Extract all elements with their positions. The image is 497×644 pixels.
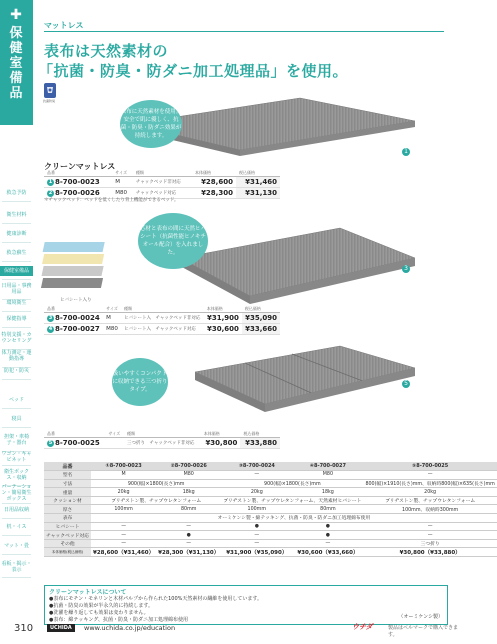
headline-line1: 表布は天然素材の	[44, 42, 169, 60]
sidebar-item[interactable]	[0, 314, 33, 324]
table-row	[44, 438, 280, 449]
price-cell: ¥28,300	[192, 188, 236, 199]
sidebar-item[interactable]	[0, 366, 33, 376]
type-cell: チャックベッド対応	[133, 188, 192, 199]
size-cell: M	[112, 177, 133, 188]
sidebar-item-label: 日用品・事務用品	[1, 283, 32, 295]
spec-row-label: 表布	[44, 514, 91, 523]
sidebar-divider	[2, 327, 31, 328]
product-table-2	[44, 306, 280, 335]
item-number-badge: 5	[48, 439, 53, 446]
sidebar-item[interactable]	[0, 452, 33, 462]
table-row	[44, 324, 280, 335]
spec-header-cell: ④8-700-0027	[292, 462, 363, 471]
type-cell: 三つ折り チャックベッド非対応	[124, 438, 201, 449]
spec-cell: —	[221, 531, 292, 540]
spec-cell: M80	[292, 471, 363, 480]
th-size: サイズ	[103, 306, 121, 313]
spec-price-cell: ¥28,600（¥31,460）	[91, 548, 156, 557]
feature-bubble-1	[120, 100, 182, 148]
product-code: 8-700-0023	[55, 178, 100, 186]
th-code: 品番	[44, 170, 112, 177]
uchida-logo: UCHIDA	[47, 624, 75, 632]
spec-cell: M80	[156, 471, 221, 480]
spec-cell: —	[91, 531, 156, 540]
item-number-badge: 4	[48, 325, 53, 332]
sidebar-item[interactable]	[0, 282, 33, 296]
sidebar-item-label: 衛生材料	[6, 212, 27, 218]
sidebar-divider	[2, 427, 31, 428]
th-type: 種類	[124, 431, 201, 438]
size-cell: M	[103, 313, 121, 324]
page-number: 310	[14, 623, 34, 634]
bubble-text-3: 扱いやすくコンパクトに収納できる三つ折りタイプ。	[112, 371, 168, 393]
image-number-1: 1	[402, 148, 410, 156]
spec-cell: ブリヂストン製、チップウレタンフォーム	[91, 496, 221, 505]
type-cell: チャックベッド非対応	[133, 177, 192, 188]
image-number-3: 5	[402, 380, 410, 388]
note-line-4-maker: （オーミケンシ製）	[398, 614, 443, 620]
sidebar-item[interactable]	[0, 432, 33, 448]
brand-logo: ウチダ	[352, 623, 373, 631]
th-size: サイズ	[112, 170, 133, 177]
sidebar-item-label: 体力測定・運動指導	[1, 350, 32, 362]
product-code: 8-700-0026	[55, 189, 100, 197]
sidebar-divider	[2, 242, 31, 243]
spec-cell: ブリヂストン製、チップウレタンフォーム、天然素材ヒバシート	[221, 496, 363, 505]
spec-row-label: クッション材	[44, 496, 91, 505]
spec-row-label: ヒバシート	[44, 522, 91, 531]
th-type: 種類	[133, 170, 192, 177]
sidebar	[0, 0, 33, 644]
note-line-2: ●抗菌・防臭の効果が半永久的に持続します。	[49, 603, 153, 609]
feature-bubble-3	[112, 358, 168, 406]
type-cell: ヒバシート入 チャックベッド対応	[121, 324, 204, 335]
spec-cell: ●	[292, 531, 363, 540]
spec-row	[44, 531, 497, 540]
spec-cell: 80mm	[292, 505, 363, 514]
sidebar-item[interactable]	[0, 266, 33, 276]
sidebar-item[interactable]	[0, 522, 33, 532]
spec-row-label: 寸法	[44, 479, 91, 488]
note-line-1: ●表布にモチン・モネリンと木材パルプから作られた100%天然素材の繊維を使用しています。	[49, 596, 263, 602]
spec-row	[44, 514, 497, 523]
product-code-cell	[44, 324, 103, 335]
th-price: 本体価格	[192, 170, 236, 177]
table-row	[44, 177, 280, 188]
th-code: 品番	[44, 306, 103, 313]
spec-cell: 100mm	[91, 505, 156, 514]
chuck-bed-note: ＊チャックベッド：ベッドを低くしたり背上機能ができるベッド。	[44, 198, 179, 203]
sidebar-item[interactable]	[0, 229, 33, 239]
spec-cell: 18kg	[156, 488, 221, 497]
price-cell: ¥31,900	[204, 313, 242, 324]
feature-bubble-2	[138, 213, 208, 269]
sidebar-item[interactable]	[0, 505, 33, 515]
spec-cell: —	[91, 522, 156, 531]
th-type: 種類	[121, 306, 204, 313]
sidebar-divider	[2, 503, 31, 504]
th-code: 品番	[44, 431, 105, 438]
sidebar-item-label: 保健指導	[6, 316, 27, 322]
product-code-cell	[44, 177, 112, 188]
size-cell: M80	[112, 188, 133, 199]
price-cell: ¥30,800	[201, 438, 241, 449]
product-code-cell	[44, 438, 105, 449]
sidebar-item-label: ベッド	[8, 397, 24, 403]
spec-row	[44, 496, 497, 505]
spec-cell: ●	[221, 522, 292, 531]
spec-cell: ブリヂストン製、チップウレタンフォーム	[363, 496, 496, 505]
sidebar-divider	[2, 408, 31, 409]
sidebar-divider	[2, 279, 31, 280]
sidebar-item[interactable]	[0, 414, 33, 424]
bubble-text-2: 芯材と表布の間に天然ヒバシート（抗菌性能ヒノキチオール配合）を入れました。	[139, 226, 206, 256]
spec-cell: —	[156, 539, 221, 548]
sidebar-divider	[2, 223, 31, 224]
sidebar-item-label: パーテーション・簡易衛生ボックス	[1, 484, 32, 502]
spec-price-row	[44, 548, 497, 557]
category-divider	[44, 31, 444, 32]
sidebar-title: 保健室備品	[9, 26, 23, 101]
sidebar-item-label: 特別支援・カウンセリング	[1, 332, 32, 344]
badge-label: 抗菌防臭	[43, 99, 56, 103]
sidebar-item-label: 看板・掲示・表示	[1, 561, 32, 573]
sidebar-item[interactable]	[0, 560, 33, 574]
price-tax-cell: ¥33,880	[240, 438, 280, 449]
spec-price-cell: ¥31,900（¥35,090）	[221, 548, 292, 557]
hiba-sheet-caption: ヒバシート入り	[60, 298, 92, 303]
sidebar-divider	[2, 379, 31, 380]
th-price-tax: 税込価格	[240, 431, 280, 438]
spec-row	[44, 479, 497, 488]
sidebar-item[interactable]	[0, 395, 33, 405]
spec-cell: 800(幅)×1910(長さ)mm、収納時800(幅)×635(長さ)mm	[363, 479, 496, 488]
product-code: 8-700-0024	[55, 314, 100, 322]
spec-row-label: 型名	[44, 471, 91, 480]
spec-row-label: 厚さ	[44, 505, 91, 514]
note-line-4: ●表布：綿テッキング、抗菌・防臭・防ダニ加工処理綿布使用	[49, 617, 189, 623]
spec-price-cell: ¥28,300（¥31,130）	[156, 548, 221, 557]
sidebar-item[interactable]	[0, 541, 33, 551]
price-cell: ¥28,600	[192, 177, 236, 188]
sidebar-item-label: 机・イス	[6, 524, 27, 530]
spec-cell: —	[363, 471, 496, 480]
spec-row	[44, 505, 497, 514]
spec-cell: 20kg	[91, 488, 156, 497]
antibacterial-badge-icon	[44, 83, 56, 98]
type-cell: ヒバシート入 チャックベッド非対応	[121, 313, 204, 324]
sidebar-divider	[2, 577, 31, 578]
sidebar-item[interactable]	[0, 188, 33, 198]
spec-cell: —	[363, 522, 496, 531]
spec-table	[44, 462, 497, 557]
sidebar-item[interactable]	[0, 248, 33, 258]
spec-cell: 18kg	[292, 488, 363, 497]
sidebar-divider	[2, 518, 31, 519]
spec-price-label: 本体価格(税込価格)	[44, 548, 91, 557]
product-code: 8-700-0027	[55, 325, 100, 333]
size-cell	[105, 438, 124, 449]
item-number-badge: 1	[48, 178, 53, 185]
sidebar-item-label: 日用品収納	[3, 507, 29, 513]
size-cell: M80	[103, 324, 121, 335]
spec-cell: —	[221, 471, 292, 480]
spec-cell: M	[91, 471, 156, 480]
spec-row-label: その他	[44, 539, 91, 548]
sidebar-item-label: 衛生ボックス・収納	[3, 469, 29, 481]
spec-row	[44, 522, 497, 531]
sidebar-divider	[2, 311, 31, 312]
mattress-image-3	[150, 338, 420, 418]
th-price-tax: 税込価格	[242, 306, 280, 313]
price-tax-cell: ¥31,460	[236, 177, 280, 188]
th-size: サイズ	[105, 431, 124, 438]
sidebar-item-label: ワゴン・キャビネット	[1, 451, 32, 463]
sidebar-item[interactable]	[0, 348, 33, 364]
image-number-2: 3	[402, 265, 410, 273]
price-tax-cell: ¥33,660	[242, 324, 280, 335]
spec-row-label: 重量	[44, 488, 91, 497]
spec-cell: —	[91, 539, 156, 548]
spec-cell: ●	[156, 531, 221, 540]
price-tax-cell: ¥35,090	[242, 313, 280, 324]
spec-cell: 20kg	[221, 488, 292, 497]
product-code: 8-700-0025	[55, 439, 100, 447]
price-tax-cell: ¥31,130	[236, 188, 280, 199]
spec-header-cell: ⑤8-700-0025	[363, 462, 496, 471]
spec-cell: 100mm、収納時300mm	[363, 505, 496, 514]
spec-header-cell: 品番	[44, 462, 91, 471]
bellmark-note: 製品はベルマークで購入できます。	[388, 625, 459, 638]
spec-cell: —	[363, 531, 496, 540]
category-label: マットレス	[44, 21, 84, 30]
cross-icon: ✚	[10, 7, 22, 23]
sidebar-item-label: 保健室備品	[3, 268, 29, 274]
spec-row	[44, 488, 497, 497]
product-code-cell	[44, 313, 103, 324]
product-table-3	[44, 431, 280, 449]
spec-cell: 100mm	[221, 505, 292, 514]
footer-url-link[interactable]: www.uchida.co.jp/education	[84, 624, 176, 632]
sidebar-item[interactable]	[0, 210, 33, 220]
sidebar-item-label: 環境衛生	[6, 300, 27, 306]
about-note-box	[44, 585, 448, 625]
spec-cell: 三つ折り	[363, 539, 496, 548]
hiba-sheet-layers-image	[44, 236, 114, 296]
sidebar-item-label: 寝具	[11, 416, 22, 422]
sidebar-divider	[2, 261, 31, 262]
product-title: クリーンマットレス	[44, 162, 116, 171]
spec-row	[44, 539, 497, 548]
sidebar-divider	[2, 201, 31, 202]
note-title: クリーンマットレスについて	[49, 589, 127, 596]
headline-line2: 「抗菌・防臭・防ダニ加工処理品」を使用。	[38, 62, 349, 80]
sidebar-divider	[2, 554, 31, 555]
price-cell: ¥30,600	[204, 324, 242, 335]
sidebar-item-label: 担架・車椅子・器台	[3, 434, 29, 446]
table-row	[44, 313, 280, 324]
spec-cell: —	[292, 539, 363, 548]
spec-cell: ●	[292, 522, 363, 531]
spec-row-label: チャックベッド対応	[44, 531, 91, 540]
spec-header-cell: ①8-700-0023	[91, 462, 156, 471]
sidebar-item-label: 健康診断	[6, 231, 27, 237]
sidebar-item[interactable]	[0, 468, 33, 482]
sidebar-item[interactable]	[0, 330, 33, 346]
sidebar-divider	[2, 465, 31, 466]
spec-cell: —	[156, 522, 221, 531]
spec-cell: オーミケンシ製・綿テッキング、抗菌・防臭・防ダニ加工処理綿布使用	[91, 514, 497, 523]
th-price: 本体価格	[201, 431, 241, 438]
spec-cell: 20kg	[363, 488, 496, 497]
spec-cell: 80mm	[156, 505, 221, 514]
bubble-text-1: 表布に天然素材を使用。安全で肌に優しく、抗菌・防臭・防ダニ効果が持続します。	[120, 109, 182, 139]
spec-cell: 900(幅)×1800(長さ)mm	[221, 479, 363, 488]
item-number-badge: 3	[48, 314, 53, 321]
spec-cell: 900(幅)×1800(長さ)mm	[91, 479, 221, 488]
sidebar-item-label: 防犯・防災	[3, 368, 29, 374]
sidebar-item[interactable]	[0, 486, 33, 500]
spec-header-cell: ②8-700-0026	[156, 462, 221, 471]
sidebar-item-label: 救急蘇生	[6, 250, 27, 256]
sidebar-item[interactable]	[0, 298, 33, 308]
spec-header-cell: ③8-700-0024	[221, 462, 292, 471]
note-line-3: ●洗濯を繰り返しても効果は変わりません。	[49, 610, 149, 616]
sidebar-item-label: 救急予防	[6, 190, 27, 196]
spec-price-cell: ¥30,600（¥33,660）	[292, 548, 363, 557]
product-table-1	[44, 170, 280, 199]
sidebar-item-label: マット・畳	[4, 543, 29, 549]
spec-row	[44, 471, 497, 480]
th-price: 本体価格	[204, 306, 242, 313]
th-price-tax: 税込価格	[236, 170, 280, 177]
item-number-badge: 2	[48, 189, 53, 196]
spec-cell: —	[221, 539, 292, 548]
sidebar-divider	[2, 535, 31, 536]
spec-price-cell: ¥30,800（¥33,880）	[363, 548, 496, 557]
spec-header-row	[44, 462, 497, 471]
